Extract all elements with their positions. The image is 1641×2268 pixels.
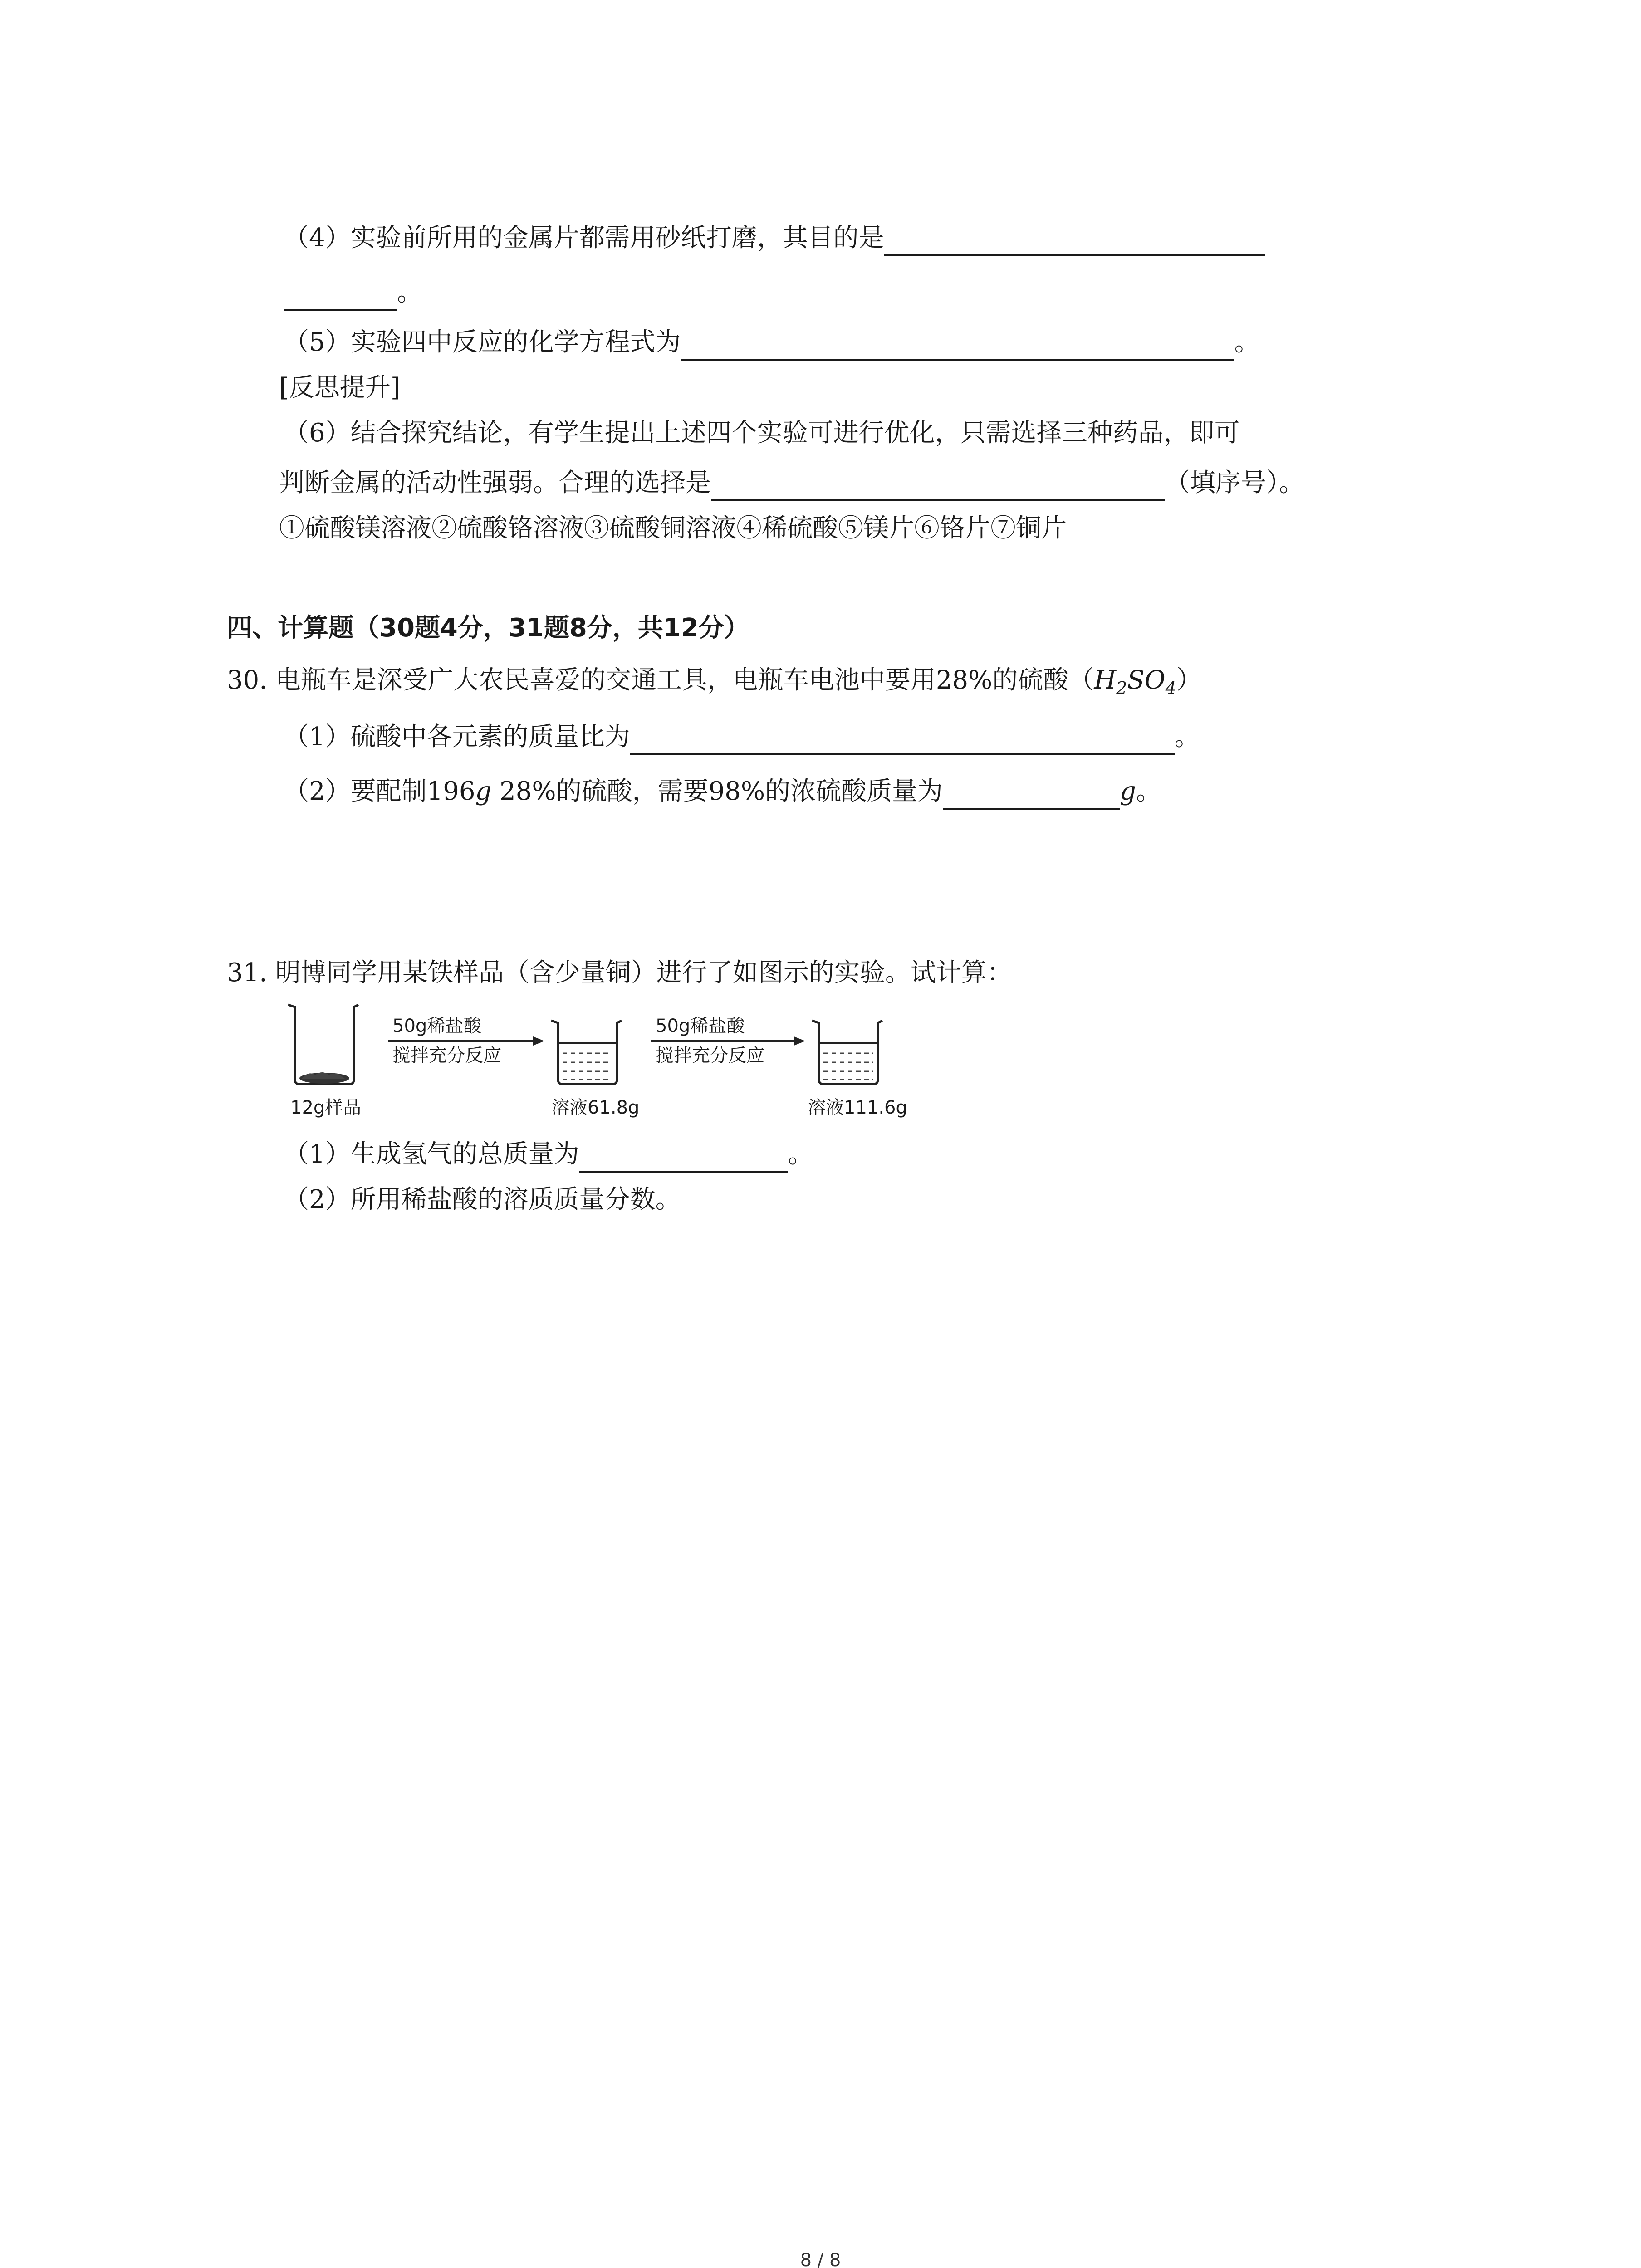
arrow-1-bottom-label: 搅拌充分反应 [392,1045,501,1066]
beaker-1 [288,1005,358,1084]
arrow-1-top-label: 50g稀盐酸 [392,1016,482,1036]
q30-part2 [284,773,1161,810]
q31-part2: （2）所用稀盐酸的溶质质量分数。 [284,1185,681,1214]
q30-part1-text: （1）硫酸中各元素的质量比为 [284,722,630,752]
beaker-3 [812,1021,882,1084]
q29-part4-text: （4）实验前所用的金属片都需用砂纸打磨，其目的是 [284,223,884,253]
reflect-heading: [反思提升] [279,373,401,402]
section-heading: 四、计算题（30题4分，31题8分，共12分） [227,613,749,643]
experiment-diagram [281,998,916,1125]
q30-formula [1094,665,1176,698]
q29-part5-text: （5）实验四中反应的化学方程式为 [284,327,681,357]
arrow-2-bottom-label: 搅拌充分反应 [656,1045,764,1066]
formula-so: SO [1127,665,1166,695]
q31-stem: 31. 明博同学用某铁样品（含少量铜）进行了如图示的实验。试计算： [227,958,1012,987]
q30-part2-end-unit: g [1120,777,1136,806]
q29-part4-cont [284,274,422,311]
q30-part2-mid: 28%的硫酸，需要98%的浓硫酸质量为 [491,777,943,806]
arrow-2-top-label: 50g稀盐酸 [656,1016,745,1036]
q29-part4-blank-1[interactable] [884,225,1265,256]
formula-so-sub: 4 [1165,678,1176,698]
q29-part6-text: 判断金属的活动性强弱。合理的选择是 [279,468,711,498]
q29-part6-line2 [279,465,1304,501]
q29-part4-end: 。 [397,278,422,307]
q29-part5-blank[interactable] [681,330,1234,361]
q30-part2-unit: g [475,777,492,806]
q31-part1 [284,1136,813,1173]
q30-part2-end: 。 [1136,777,1161,806]
q29-part6-line1: （6）结合探究结论，有学生提出上述四个实验可进行优化，只需选择三种药品，即可 [284,418,1240,448]
q30-part2-text: （2）要配制196 [284,777,475,806]
q30-part1-blank[interactable] [630,724,1175,755]
arrow-2 [651,1036,805,1046]
q31-part1-blank[interactable] [579,1142,788,1173]
q30-stem-end: ） [1176,665,1202,695]
page-number: 8 / 8 [800,2250,841,2268]
q29-part5 [284,324,1260,361]
q31-part1-end: 。 [788,1139,813,1169]
q29-part6-hint: （填序号）。 [1165,468,1304,498]
formula-h: H [1094,665,1117,695]
beaker-2-label: 溶液61.8g [551,1097,640,1118]
q30-stem-text: 30. 电瓶车是深受广大农民喜爱的交通工具，电瓶车电池中要用28%的硫酸（ [227,665,1094,695]
beaker-1-label: 12g样品 [290,1097,362,1118]
q31-part1-text: （1）生成氢气的总质量为 [284,1139,579,1169]
beaker-2 [551,1021,622,1084]
q30-part2-blank[interactable] [943,779,1120,810]
q30-stem [227,662,1202,706]
q29-options: ①硫酸镁溶液②硫酸铬溶液③硫酸铜溶液④稀硫酸⑤镁片⑥铬片⑦铜片 [279,513,1067,543]
q29-part4 [284,220,1265,256]
q29-part6-blank[interactable] [711,470,1165,501]
beaker-3-label: 溶液111.6g [808,1097,907,1118]
formula-h-sub: 2 [1116,678,1127,698]
q30-part1-end: 。 [1174,722,1200,752]
q29-part4-blank-2[interactable] [284,280,397,311]
q29-part5-end: 。 [1234,327,1260,357]
arrow-1 [388,1036,544,1046]
q30-part1 [284,719,1200,755]
